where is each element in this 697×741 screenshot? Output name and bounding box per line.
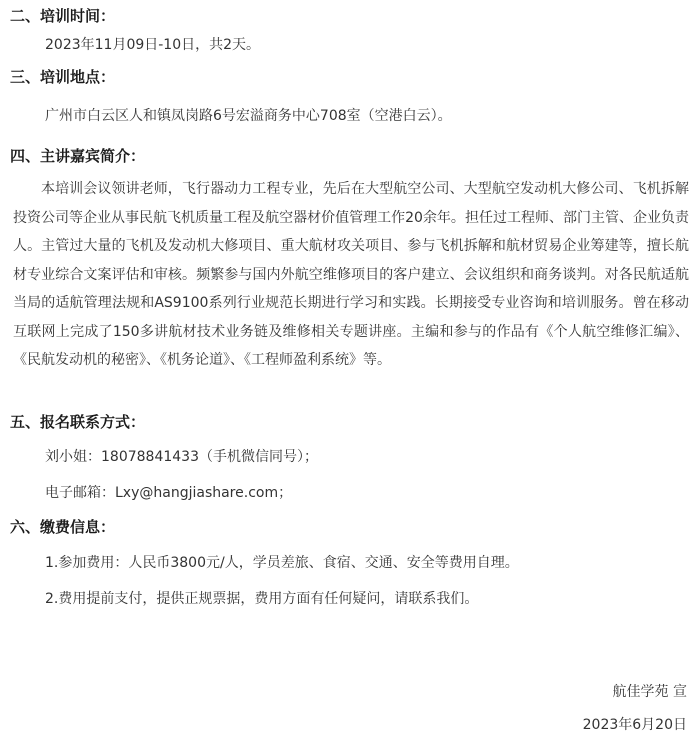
signature-organization: 航佳学苑 宣: [612, 684, 687, 700]
training-time-text: 2023年11月09日-10日，共2天。: [45, 37, 261, 53]
speaker-intro-paragraph: 本培训会议领讲老师，飞行器动力工程专业，先后在大型航空公司、大型航空发动机大修公司、飞机拆解投资公司等企业从事民航飞机质量工程及航空器材价值管理工作20余年。担任过工程师、部门主管、企业负责人。主管过大量的飞机及发动机大修项目、重大航材攻关项目、参与飞机拆解和航材贸易企业筹建等，擅长航材专业综合文案评估和审核。频繁参与国内外航空维修项目的客户建立、会议组织和商务谈判。对各民航适航当局的适航管理法规和AS9100系列行业规范长期进行学习和实践。长期接受专业咨询和培训服务。曾在移动互联网上完成了150多讲航材技术业务链及维修相关专题讲座。主编和参与的作品有《个人航空维修汇编》、《民航发动机的秘密》、《机务论道》、《工程师盈利系统》等。: [13, 181, 689, 368]
section-heading-training-time: 二、培训时间：: [10, 7, 116, 25]
section-heading-speaker-intro: 四、主讲嘉宾简介：: [10, 147, 146, 165]
contact-phone-text: 刘小姐：18078841433（手机微信同号）；: [45, 449, 318, 465]
fee-item-1-text: 1.参加费用：人民币3800元/人，学员差旅、食宿、交通、安全等费用自理。: [45, 555, 519, 571]
section-heading-training-location: 三、培训地点：: [10, 68, 116, 86]
signature-date: 2023年6月20日: [582, 717, 687, 733]
fee-item-2-text: 2.费用提前支付，提供正规票据，费用方面有任何疑问，请联系我们。: [45, 591, 479, 607]
training-location-text: 广州市白云区人和镇凤岗路6号宏溢商务中心708室（空港白云）。: [45, 108, 452, 124]
contact-email-text: 电子邮箱：Lxy@hangjiashare.com；: [45, 485, 293, 501]
section-heading-registration-contact: 五、报名联系方式：: [10, 413, 146, 431]
section-heading-payment-info: 六、缴费信息：: [10, 518, 116, 536]
